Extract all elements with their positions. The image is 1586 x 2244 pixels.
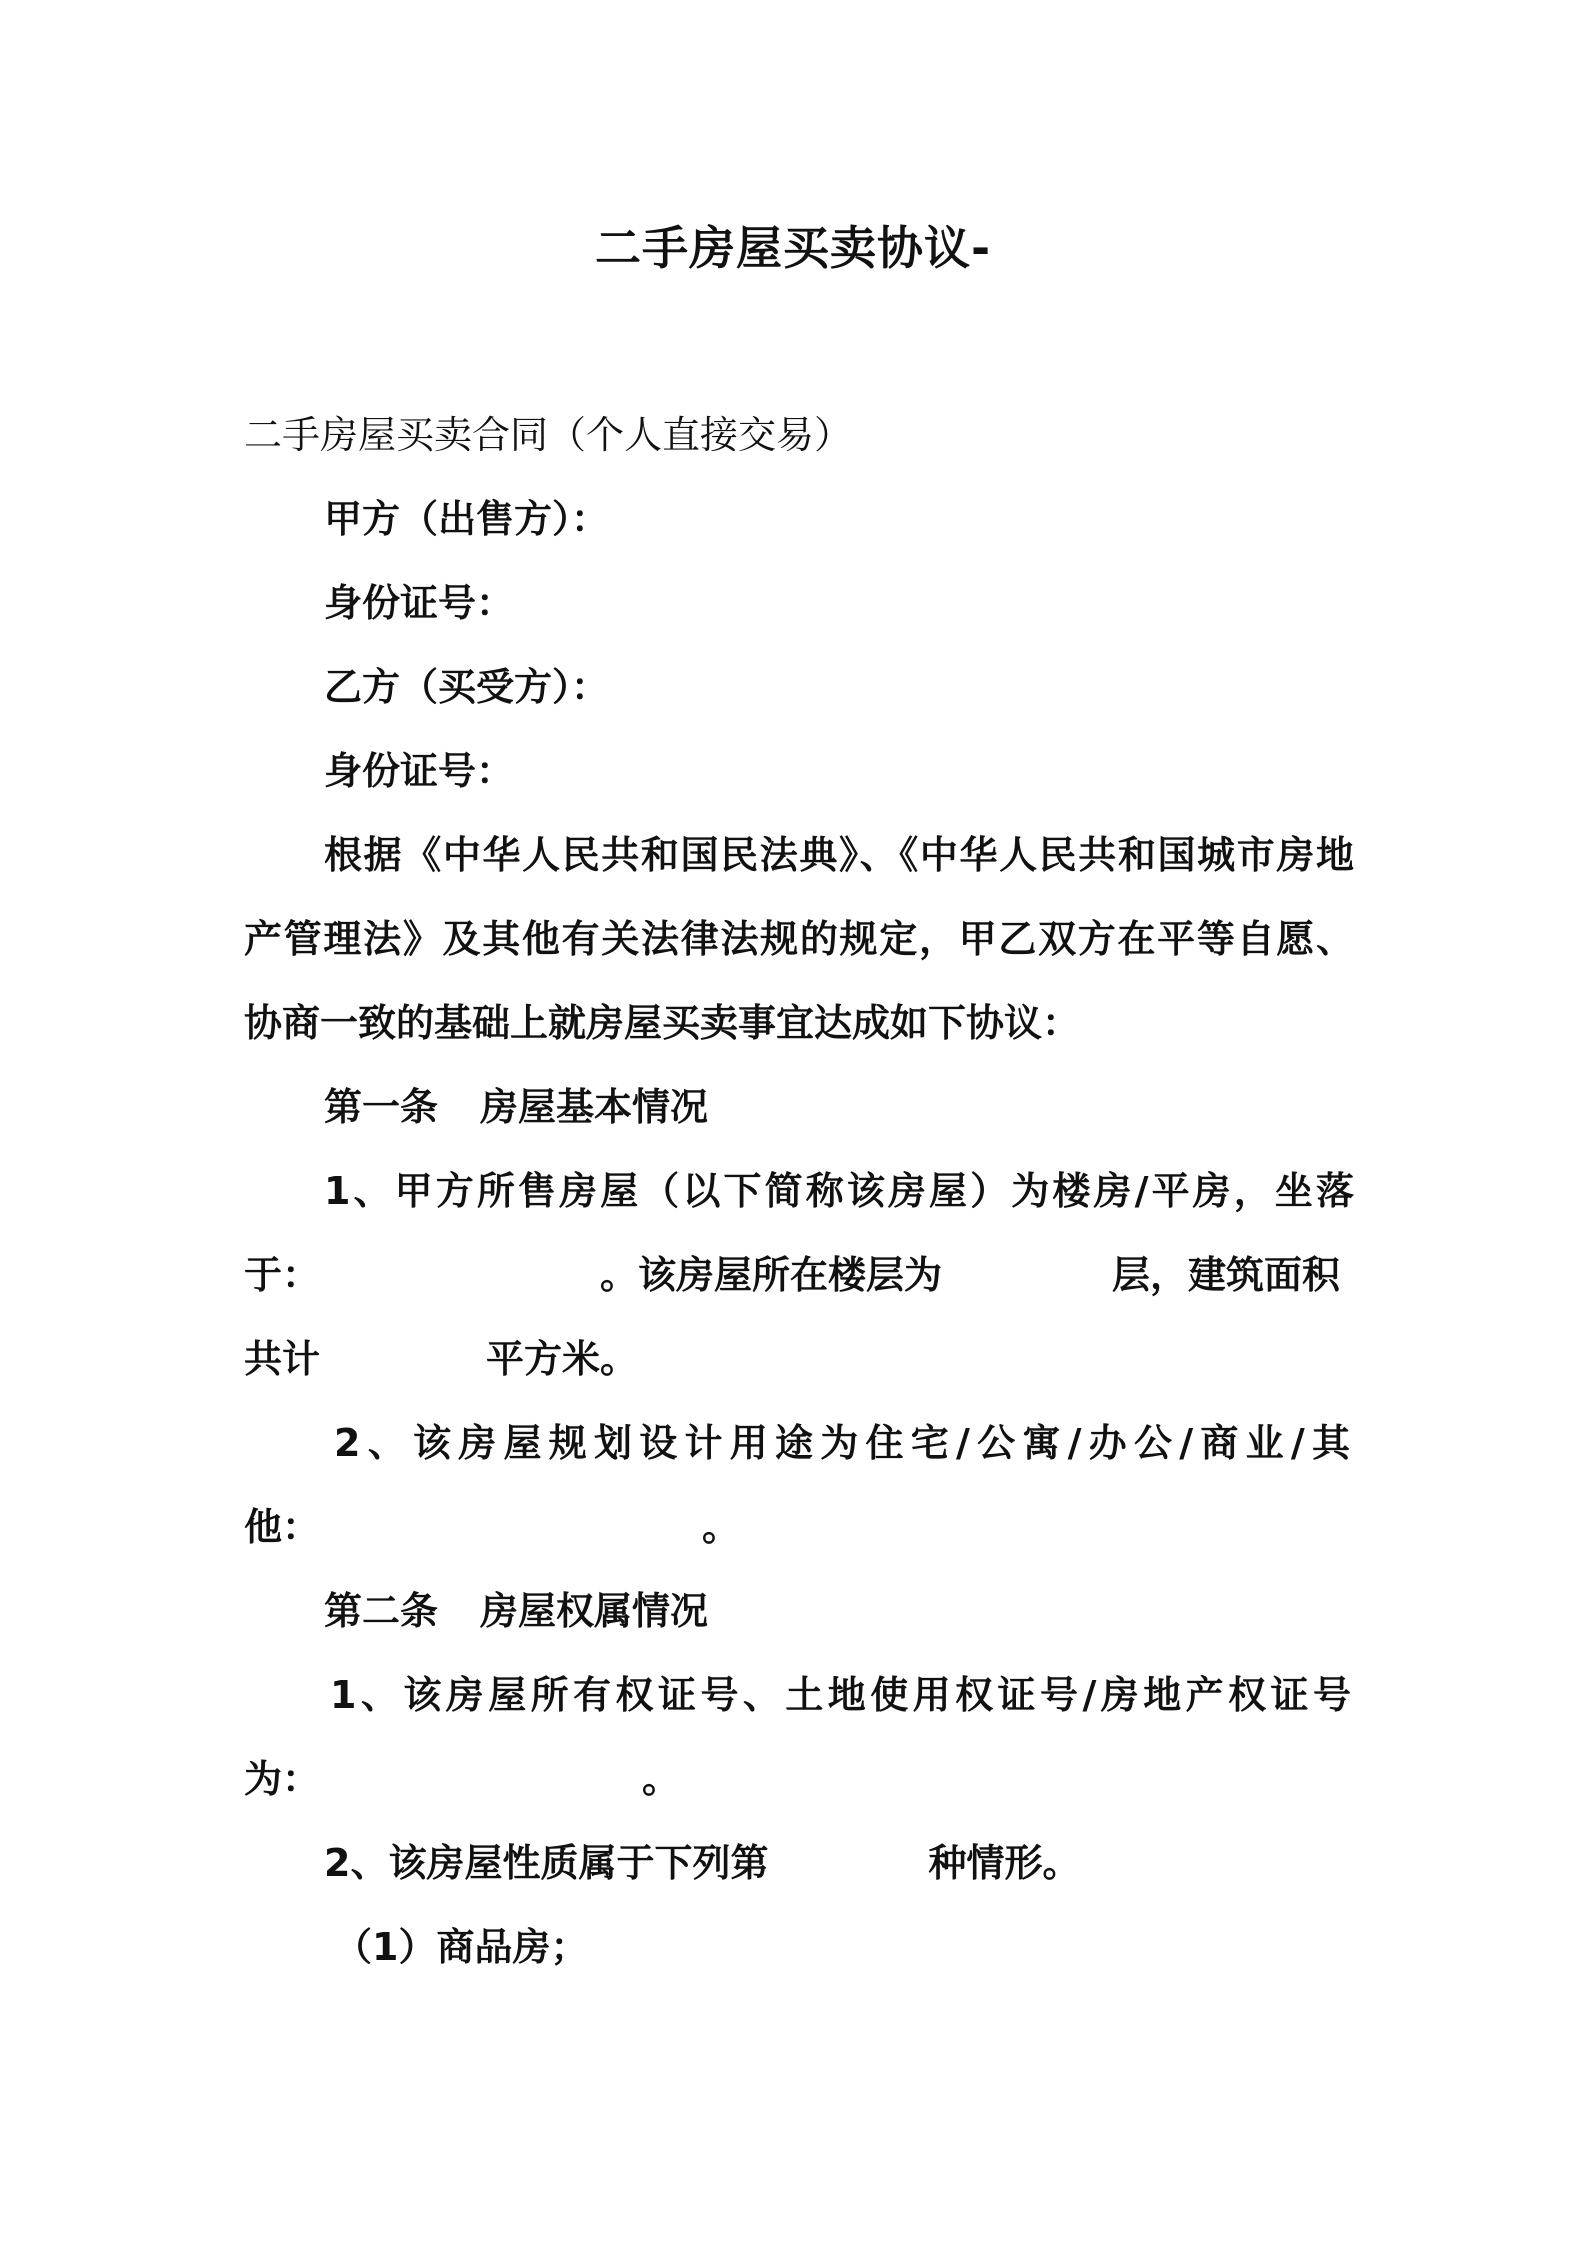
article-2-option-1: （1）商品房； <box>334 1925 589 1969</box>
other-use-label: 他： <box>244 1505 321 1549</box>
article-2-heading <box>324 1586 708 1636</box>
certificate-end: 。 <box>642 1757 681 1801</box>
article-1-item-1-line-2 <box>244 1250 1354 1300</box>
area-unit-label: 平方米。 <box>486 1337 639 1381</box>
party-a-label: 甲方（出售方）： <box>324 497 610 541</box>
area-total-label: 共计 <box>244 1337 321 1381</box>
article-2-title: 房屋权属情况 <box>480 1589 709 1633</box>
other-use-end: 。 <box>702 1505 741 1549</box>
area-label: 层，建筑面积 <box>1112 1253 1341 1297</box>
document-title: 二手房屋买卖协议- <box>594 221 992 275</box>
article-1-item-2-line-1: 2、该房屋规划设计用途为住宅/公寓/办公/商业/其 <box>334 1421 1354 1465</box>
property-type-end: 种情形。 <box>928 1841 1081 1885</box>
article-1-item-1-line-3 <box>244 1334 638 1384</box>
preamble-line-1: 根据《中华人民共和国民法典》、《中华人民共和国城市房地 <box>324 833 1354 877</box>
article-2-item-2 <box>324 1838 1080 1888</box>
certificate-label: 为： <box>244 1757 321 1801</box>
article-1-number: 第一条 <box>324 1085 439 1129</box>
preamble-line-3: 协商一致的基础上就房屋买卖事宜达成如下协议： <box>244 1001 1081 1045</box>
article-1-item-1-line-1: 1、甲方所售房屋（以下简称该房屋）为楼房/平房，坐落 <box>324 1169 1354 1213</box>
location-label: 于： <box>244 1253 321 1297</box>
preamble-line-2: 产管理法》及其他有关法律法规的规定，甲乙双方在平等自愿、 <box>244 917 1354 961</box>
article-2-number: 第二条 <box>324 1589 439 1633</box>
property-type-label: 2、该房屋性质属于下列第 <box>324 1841 769 1885</box>
article-2-item-1-line-2 <box>244 1754 680 1804</box>
contract-subtitle: 二手房屋买卖合同（个人直接交易） <box>244 413 853 457</box>
article-2-item-1-line-1: 1、该房屋所有权证号、土地使用权证号/房地产权证号 <box>330 1673 1354 1717</box>
party-b-id-label: 身份证号： <box>324 749 515 793</box>
party-a-id-label: 身份证号： <box>324 581 515 625</box>
party-b-label: 乙方（买受方）： <box>324 665 610 709</box>
article-1-heading <box>324 1082 708 1132</box>
floor-label: 。该房屋所在楼层为 <box>600 1253 943 1297</box>
article-1-item-2-line-2 <box>244 1502 740 1552</box>
article-1-title: 房屋基本情况 <box>480 1085 709 1129</box>
